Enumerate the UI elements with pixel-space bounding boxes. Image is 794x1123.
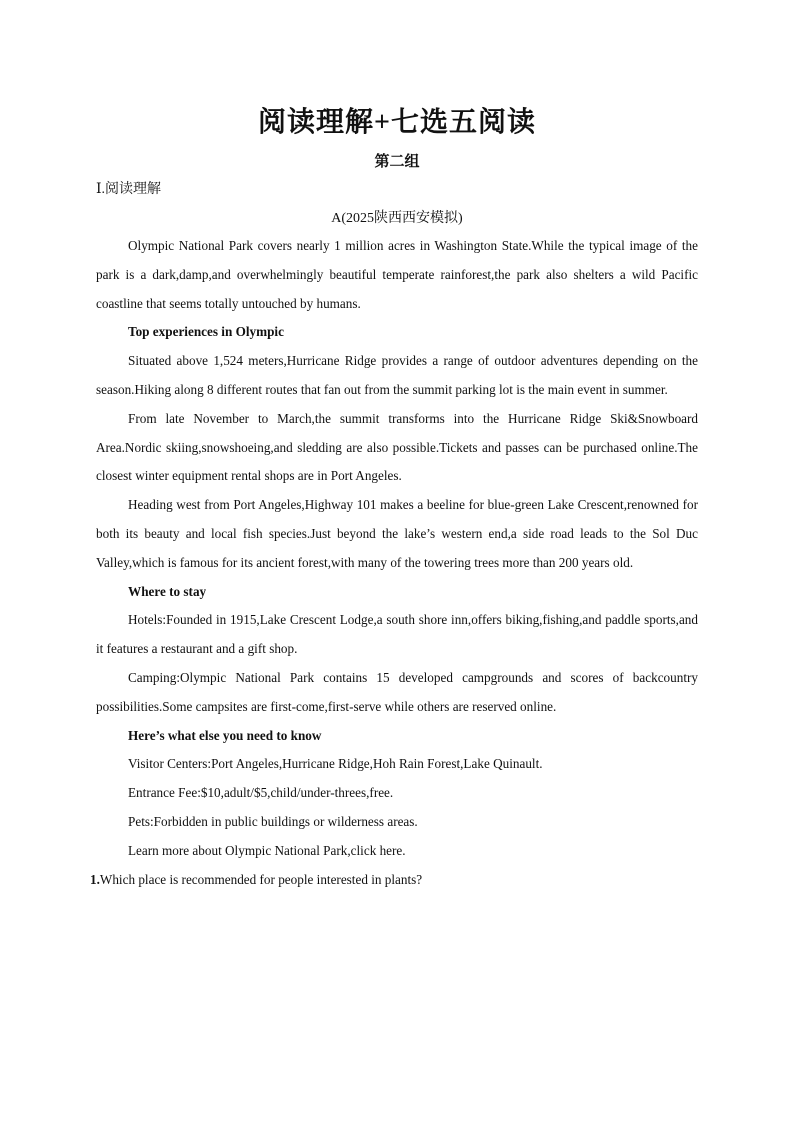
paragraph-visitor-centers: Visitor Centers:Port Angeles,Hurricane Ridge,Hoh Rain Forest,Lake Quinault. — [128, 756, 543, 772]
heading-top-experiences: Top experiences in Olympic — [128, 324, 284, 340]
paragraph-intro: Olympic National Park covers nearly 1 million acres in Washington State.While the typical image of the park is a dark,damp,and overwhelmingly beautiful temperate rainforest,the park also shelters a wild Pacific coastline that seems totally untouched by humans. — [96, 238, 698, 311]
passage-title: A(2025陕西西安模拟) — [331, 211, 463, 226]
group-subtitle: 第二组 — [374, 154, 420, 170]
section-heading: Ⅰ.阅读理解 — [96, 182, 162, 197]
paragraph-winter: From late November to March,the summit transforms into the Hurricane Ridge Ski&Snowboard Area.Nordic skiing,snowshoeing,and sledding are also possible.Tickets and passes can be purchased online.The closest winter equipment rental shops are in Port Angeles. — [96, 410, 698, 484]
paragraph-learn-more: Learn more about Olympic National Park,click here. — [128, 842, 406, 858]
question-text: Which place is recommended for people interested in plants? — [99, 871, 423, 887]
paragraph-pets: Pets:Forbidden in public buildings or wilderness areas. — [128, 813, 418, 829]
paragraph-hurricane-ridge: Situated above 1,524 meters,Hurricane Ridge provides a range of outdoor adventures depending on the season.Hiking along 8 different routes that fan out from the summit parking lot is the main event in summer. — [96, 353, 698, 397]
question-number: 1. — [90, 871, 100, 887]
question-1 — [90, 866, 698, 895]
passage-body — [90, 232, 698, 894]
document-title: 阅读理解+七选五阅读 — [258, 107, 536, 138]
heading-need-to-know: Here’s what else you need to know — [128, 727, 322, 743]
heading-where-to-stay: Where to stay — [128, 583, 207, 599]
paragraph-hotels: Hotels:Founded in 1915,Lake Crescent Lodge,a south shore inn,offers biking,fishing,and paddle sports,and it features a restaurant and a gift shop. — [96, 612, 698, 657]
paragraph-camping: Camping:Olympic National Park contains 15 developed campgrounds and scores of backcountry possibilities.Some campsites are first-come,first-serve while others are reserved online. — [96, 669, 698, 714]
paragraph-lake-crescent: Heading west from Port Angeles,Highway 101 makes a beeline for blue-green Lake Crescent,renowned for both its beauty and local fish species.Just beyond the lake’s western end,a side road leads to the Sol Duc Valley,which is famous for its ancient forest,with many of the towering trees more than 200 years old. — [96, 497, 698, 570]
paragraph-entrance-fee: Entrance Fee:$10,adult/$5,child/under-threes,free. — [128, 785, 394, 801]
